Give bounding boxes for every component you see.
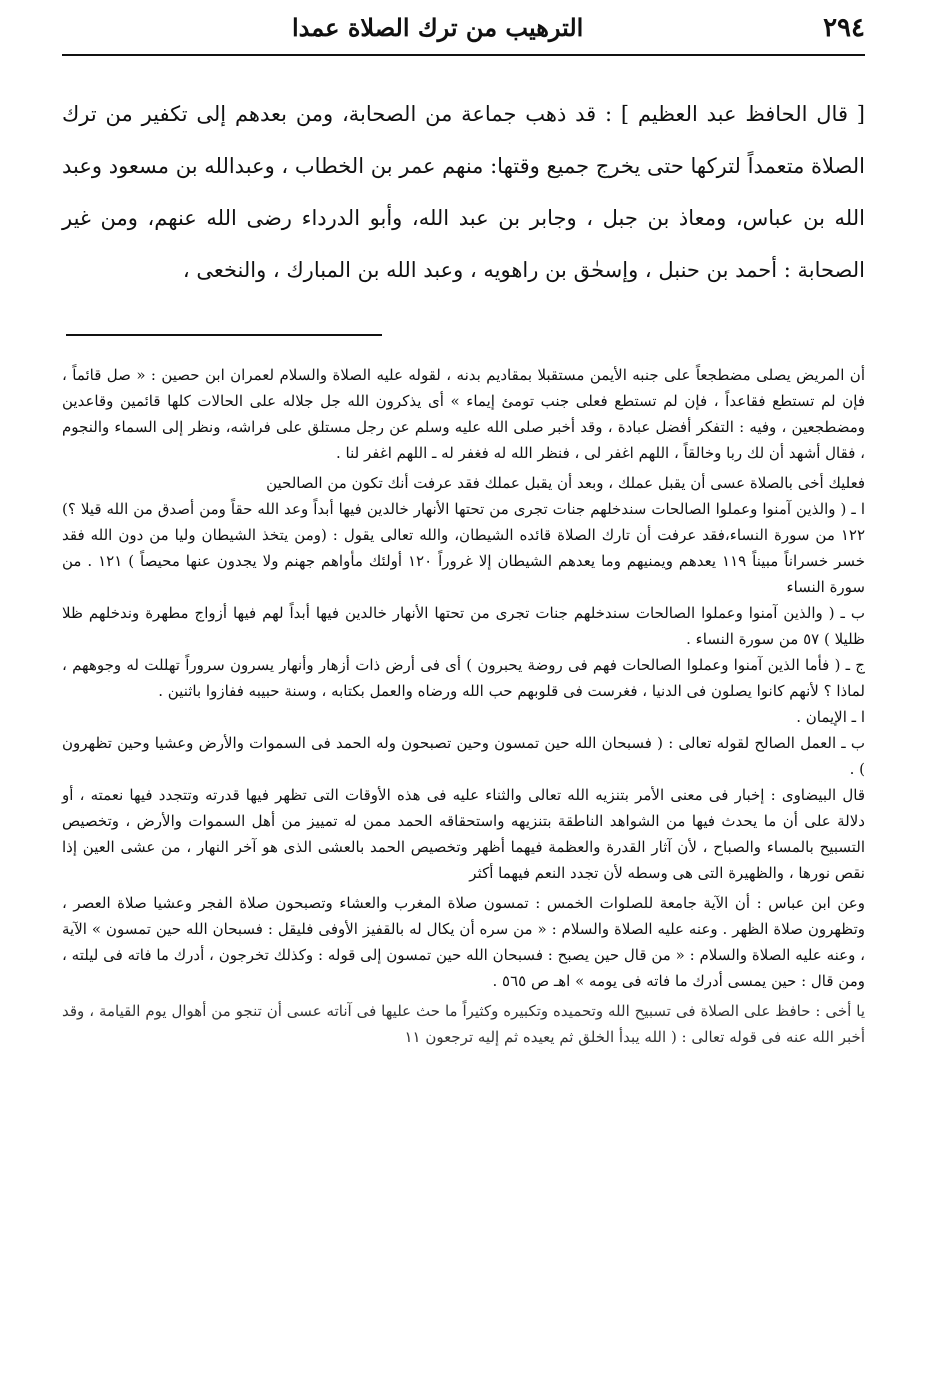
footnote-list-item: ج ـ ( فأما الذين آمنوا وعملوا الصالحات فهم فى روضة يحبرون ) أى فى أرض ذات أزهار وأنهار يسرون سروراً تهللت له وجوههم ، لماذا ؟ لأنهم كانوا يصلون فى الدنيا ، فغرست فى قلوبهم حب الله ورضاه والعمل بكتابه ، وسنة حبيبه ففازوا باثنين . <box>62 656 865 700</box>
footnote-paragraph: يا أخى : حافظ على الصلاة فى تسبيح الله وتحميده وتكبيره وكثيراً ما حث عليها فى آناته عسى أن تنجو من أهوال يوم القيامة ، وقد أخبر الله عنه فى قوله تعالى : ( الله يبدأ الخلق ثم يعيده ثم إليه ترجعون ١١ <box>62 1002 865 1046</box>
page-header <box>62 8 865 48</box>
header-rule <box>62 54 865 56</box>
footnote-divider <box>66 334 382 336</box>
footnote-paragraph: وعن ابن عباس : أن الآية جامعة للصلوات الخمس : تمسون صلاة المغرب والعشاء وتصبحون صلاة الفجر وعشيا صلاة العصر ، وتظهرون صلاة الظهر . وعنه عليه الصلاة والسلام : « من سره أن يكال له بالقفيز الأوفى فليقل : فسبحان الله حين تمسون » الآية ، وعنه عليه الصلاة والسلام : « من قال حين يصبح : فسبحان الله حين تمسون إلى قوله : وكذلك تخرجون ، أدرك ما فاته فى ليلته ، ومن قال : حين يمسى أدرك ما فاته فى يومه » اهـ ص ٥٦٥ . <box>62 894 865 990</box>
footnote-paragraph: فعليك أخى بالصلاة عسى أن يقبل عملك ، وبعد أن يقبل عملك فقد عرفت أنك تكون من الصالحين <box>266 474 865 492</box>
footnote-list-item: ب ـ ( والذين آمنوا وعملوا الصالحات سندخلهم جنات تجرى من تحتها الأنهار خالدين فيها أبداً لهم فيها أزواج مطهرة وندخلهم ظلا ظليلا ) ٥٧ من سورة النساء . <box>62 604 865 648</box>
page-number: ٢٩٤ <box>823 13 865 43</box>
footnote-paragraph: قال البيضاوى : إخبار فى معنى الأمر بتنزيه الله تعالى والثناء عليه فى هذه الأوقات التى تظهر فيها قدرته وتتجدد فيها نعمته ، أو دلالة على أن ما يحدث فيها من الشواهد الناطقة بتنزيهه واستحقاقه الحمد ممن له تمييز من أهل السموات والأرض ، وتخصيص التسبيح بالمساء والصباح ، لأن آثار القدرة والعظمة فيهما أظهر وتخصيص الحمد بالعشى الذى هو آخر النهار ، من عشى العين إذا نقص نورها ، والظهيرة التى هى وسطه لأن تجدد النعم فيهما أكثر <box>62 786 865 882</box>
running-title: الترهيب من ترك الصلاة عمدا <box>292 13 584 42</box>
footnote-list-item: ا ـ ( والذين آمنوا وعملوا الصالحات سندخلهم جنات تجرى من تحتها الأنهار خالدين فيها أبداً وعد الله حقاً ومن أصدق من الله قيلا ؟) ١٢٢ من سورة النساء،فقد عرفت أن تارك الصلاة قائده الشيطان، والله تعالى يقول : (ومن يتخذ الشيطان وليا من دون الله فقد خسر خسراناً مبيناً ١١٩ يعدهم ويمنيهم وما يعدهم الشيطان إلا غروراً ١٢٠ أولئك مأواهم جهنم ولا يجدون عنها محيصاً ) ١٢١ . من سورة النساء <box>62 500 865 596</box>
footnote-paragraph: أن المريض يصلى مضطجعاً على جنبه الأيمن مستقبلا بمقاديم بدنه ، لقوله عليه الصلاة والسلام لعمران ابن حصين : « صل قائماً ، فإن لم تستطع فقاعداً ، فإن لم تستطع فعلى جنب تومئ إيماء » أى يذكرون الله جل جلاله على الحالات كلها قائمين وقاعدين ومضطجعين ، وفيه : التفكر أفضل عبادة ، وقد أخبر صلى الله عليه وسلم عن رجل مستلق على فراشه، ونظر إلى السماء والنجوم ، فقال أشهد أن لك ربا وخالقاً ، اللهم اغفر لى ، فنظر الله له فغفر له ـ اللهم اغفر لنا . <box>62 366 865 462</box>
book-page <box>62 0 865 1375</box>
footnote-list-item: ب ـ العمل الصالح لقوله تعالى : ( فسبحان الله حين تمسون وحين تصبحون وله الحمد فى السموات والأرض وعشيا وحين تظهرون ) . <box>62 734 865 778</box>
main-paragraph: [ قال الحافظ عبد العظيم ] : قد ذهب جماعة من الصحابة، ومن بعدهم إلى تكفير من ترك الصلاة متعمداً لتركها حتى يخرج جميع وقتها: منهم عمر بن الخطاب ، وعبدالله بن مسعود وعبد الله بن عباس، ومعاذ بن جبل ، وجابر بن عبد الله، وأبو الدرداء رضى الله عنهم، ومن غير الصحابة : أحمد بن حنبل ، وإسحٰق بن راهويه ، وعبد الله بن المبارك ، والنخعى ، <box>62 102 865 282</box>
footnotes <box>62 362 865 1054</box>
main-text <box>62 88 865 296</box>
footnote-list-item: ا ـ الإيمان . <box>796 708 865 726</box>
